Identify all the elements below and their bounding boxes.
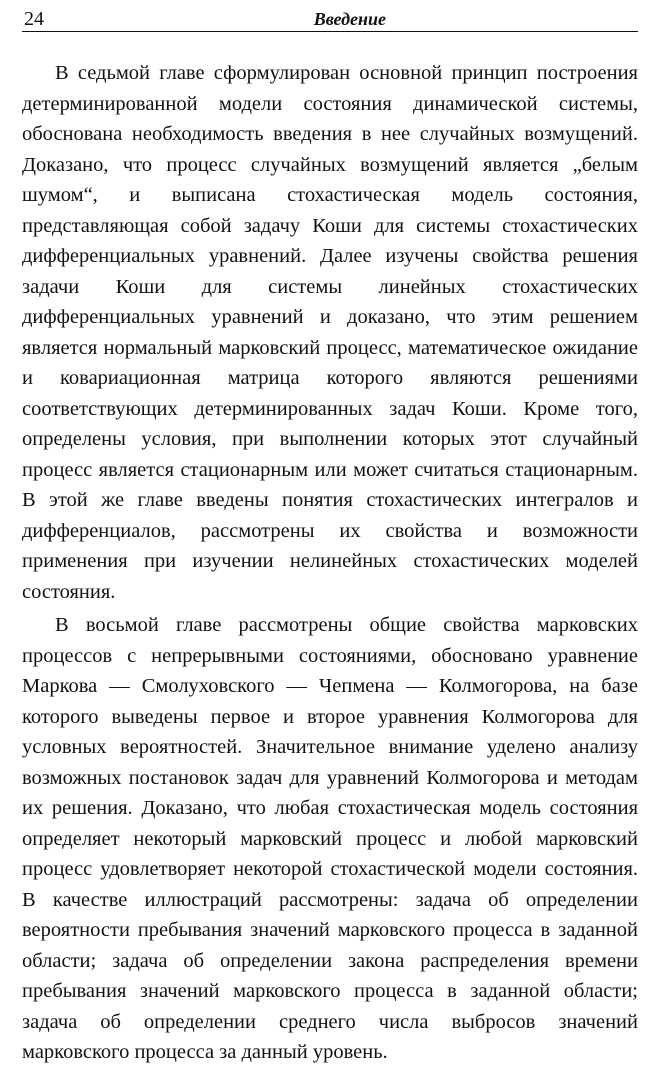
running-header <box>22 8 638 32</box>
paragraph-chapter-eight: В восьмой главе рассмотрены общие свойства марковских процессов с непрерывными состояниями, обосновано уравнение Маркова — Смолуховского — Чепмена — Колмогорова, на базе которого выведены первое и второе уравнения Колмогорова для условных вероятностей. Значительное внимание уделено анализу возможных постановок задач для уравнений Колмогорова и методам их решения. Доказано, что любая стохастическая модель состояния определяет некоторый марковский процесс и любой марковский процесс удовлетворяет некоторой стохастической модели состояния. В качестве иллюстраций рассмотрены: задача об определении вероятности пребывания значений марковского процесса в заданной области; задача об определении закона распределения времени пребывания значений марковского процесса в заданной области; задача об определении среднего числа выбросов значений марковского процесса за данный уровень. <box>22 614 638 1063</box>
page-number: 24 <box>24 8 44 30</box>
section-title: Введение <box>313 9 386 29</box>
book-page <box>22 8 638 1068</box>
body-text <box>22 58 638 1068</box>
paragraph-chapter-seven: В седьмой главе сформулирован основной принцип построения детерминированной модели состояния динамической системы, обоснована необходимость введения в нее случайных возмущений. Доказано, что процесс случайных возмущений является „белым шумом“, и выписана стохастическая модель состояния, представляющая собой задачу Коши для системы стохастических дифференциальных уравнений. Далее изучены свойства решения задачи Коши для системы линейных стохастических дифференциальных уравнений и доказано, что этим решением является нормальный марковский процесс, математическое ожидание и ковариационная матрица которого являются решениями соответствующих детерминированных задач Коши. Кроме того, определены условия, при выполнении которых этот случайный процесс является стационарным или может считаться стационарным. В этой же главе введены понятия стохастических интегралов и дифференциалов, рассмотрены их свойства и возможности применения при изучении нелинейных стохастических моделей состояния. <box>22 62 638 603</box>
